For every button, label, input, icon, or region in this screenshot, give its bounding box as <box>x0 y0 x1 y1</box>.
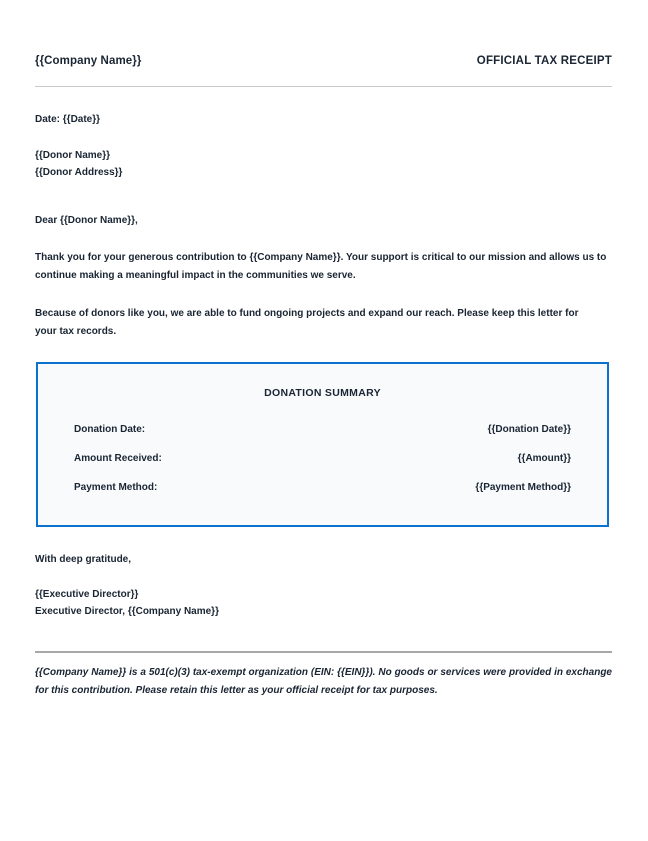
header-divider <box>35 86 612 87</box>
signer-title: Executive Director, {{Company Name}} <box>35 606 219 617</box>
summary-value-donation-date: {{Donation Date}} <box>487 424 571 435</box>
closing-valediction: With deep gratitude, <box>35 554 132 565</box>
footer-divider <box>35 651 612 653</box>
body-paragraph-1: Thank you for your generous contribution to {{Company Name}}. Your support is critical to our mission and allows us to continue making a meaningful impact in the communities we serve. <box>35 252 607 281</box>
donation-summary-title: DONATION SUMMARY <box>264 387 381 399</box>
summary-label-payment-method: Payment Method: <box>74 482 158 493</box>
donor-name: {{Donor Name}} <box>35 150 111 161</box>
signer-name: {{Executive Director}} <box>35 589 139 600</box>
donor-address: {{Donor Address}} <box>35 167 123 178</box>
footer-disclaimer: {{Company Name}} is a 501(c)(3) tax-exempt organization (EIN: {{EIN}}). No goods or services were provided in exchange for this contribution. Please retain this letter as your official receipt for tax purposes. <box>35 667 612 696</box>
donor-address-block <box>35 147 612 181</box>
document-title: OFFICIAL TAX RECEIPT <box>476 55 612 67</box>
summary-value-payment-method: {{Payment Method}} <box>475 482 571 493</box>
salutation: Dear {{Donor Name}}, <box>35 215 138 226</box>
signature-block <box>35 586 612 620</box>
body-paragraph-2: Because of donors like you, we are able to fund ongoing projects and expand our reach. Please keep this letter for your tax records. <box>35 308 579 337</box>
summary-row-amount-received <box>74 452 571 466</box>
company-name: {{Company Name}} <box>35 55 142 67</box>
date-line: Date: {{Date}} <box>35 114 101 125</box>
document-content <box>35 0 612 700</box>
donation-summary-box <box>36 362 609 527</box>
summary-row-donation-date <box>74 423 571 437</box>
summary-value-amount-received: {{Amount}} <box>517 453 571 464</box>
summary-row-payment-method <box>74 481 571 495</box>
document-header <box>35 0 612 68</box>
summary-label-donation-date: Donation Date: <box>74 424 146 435</box>
summary-label-amount-received: Amount Received: <box>74 453 162 464</box>
